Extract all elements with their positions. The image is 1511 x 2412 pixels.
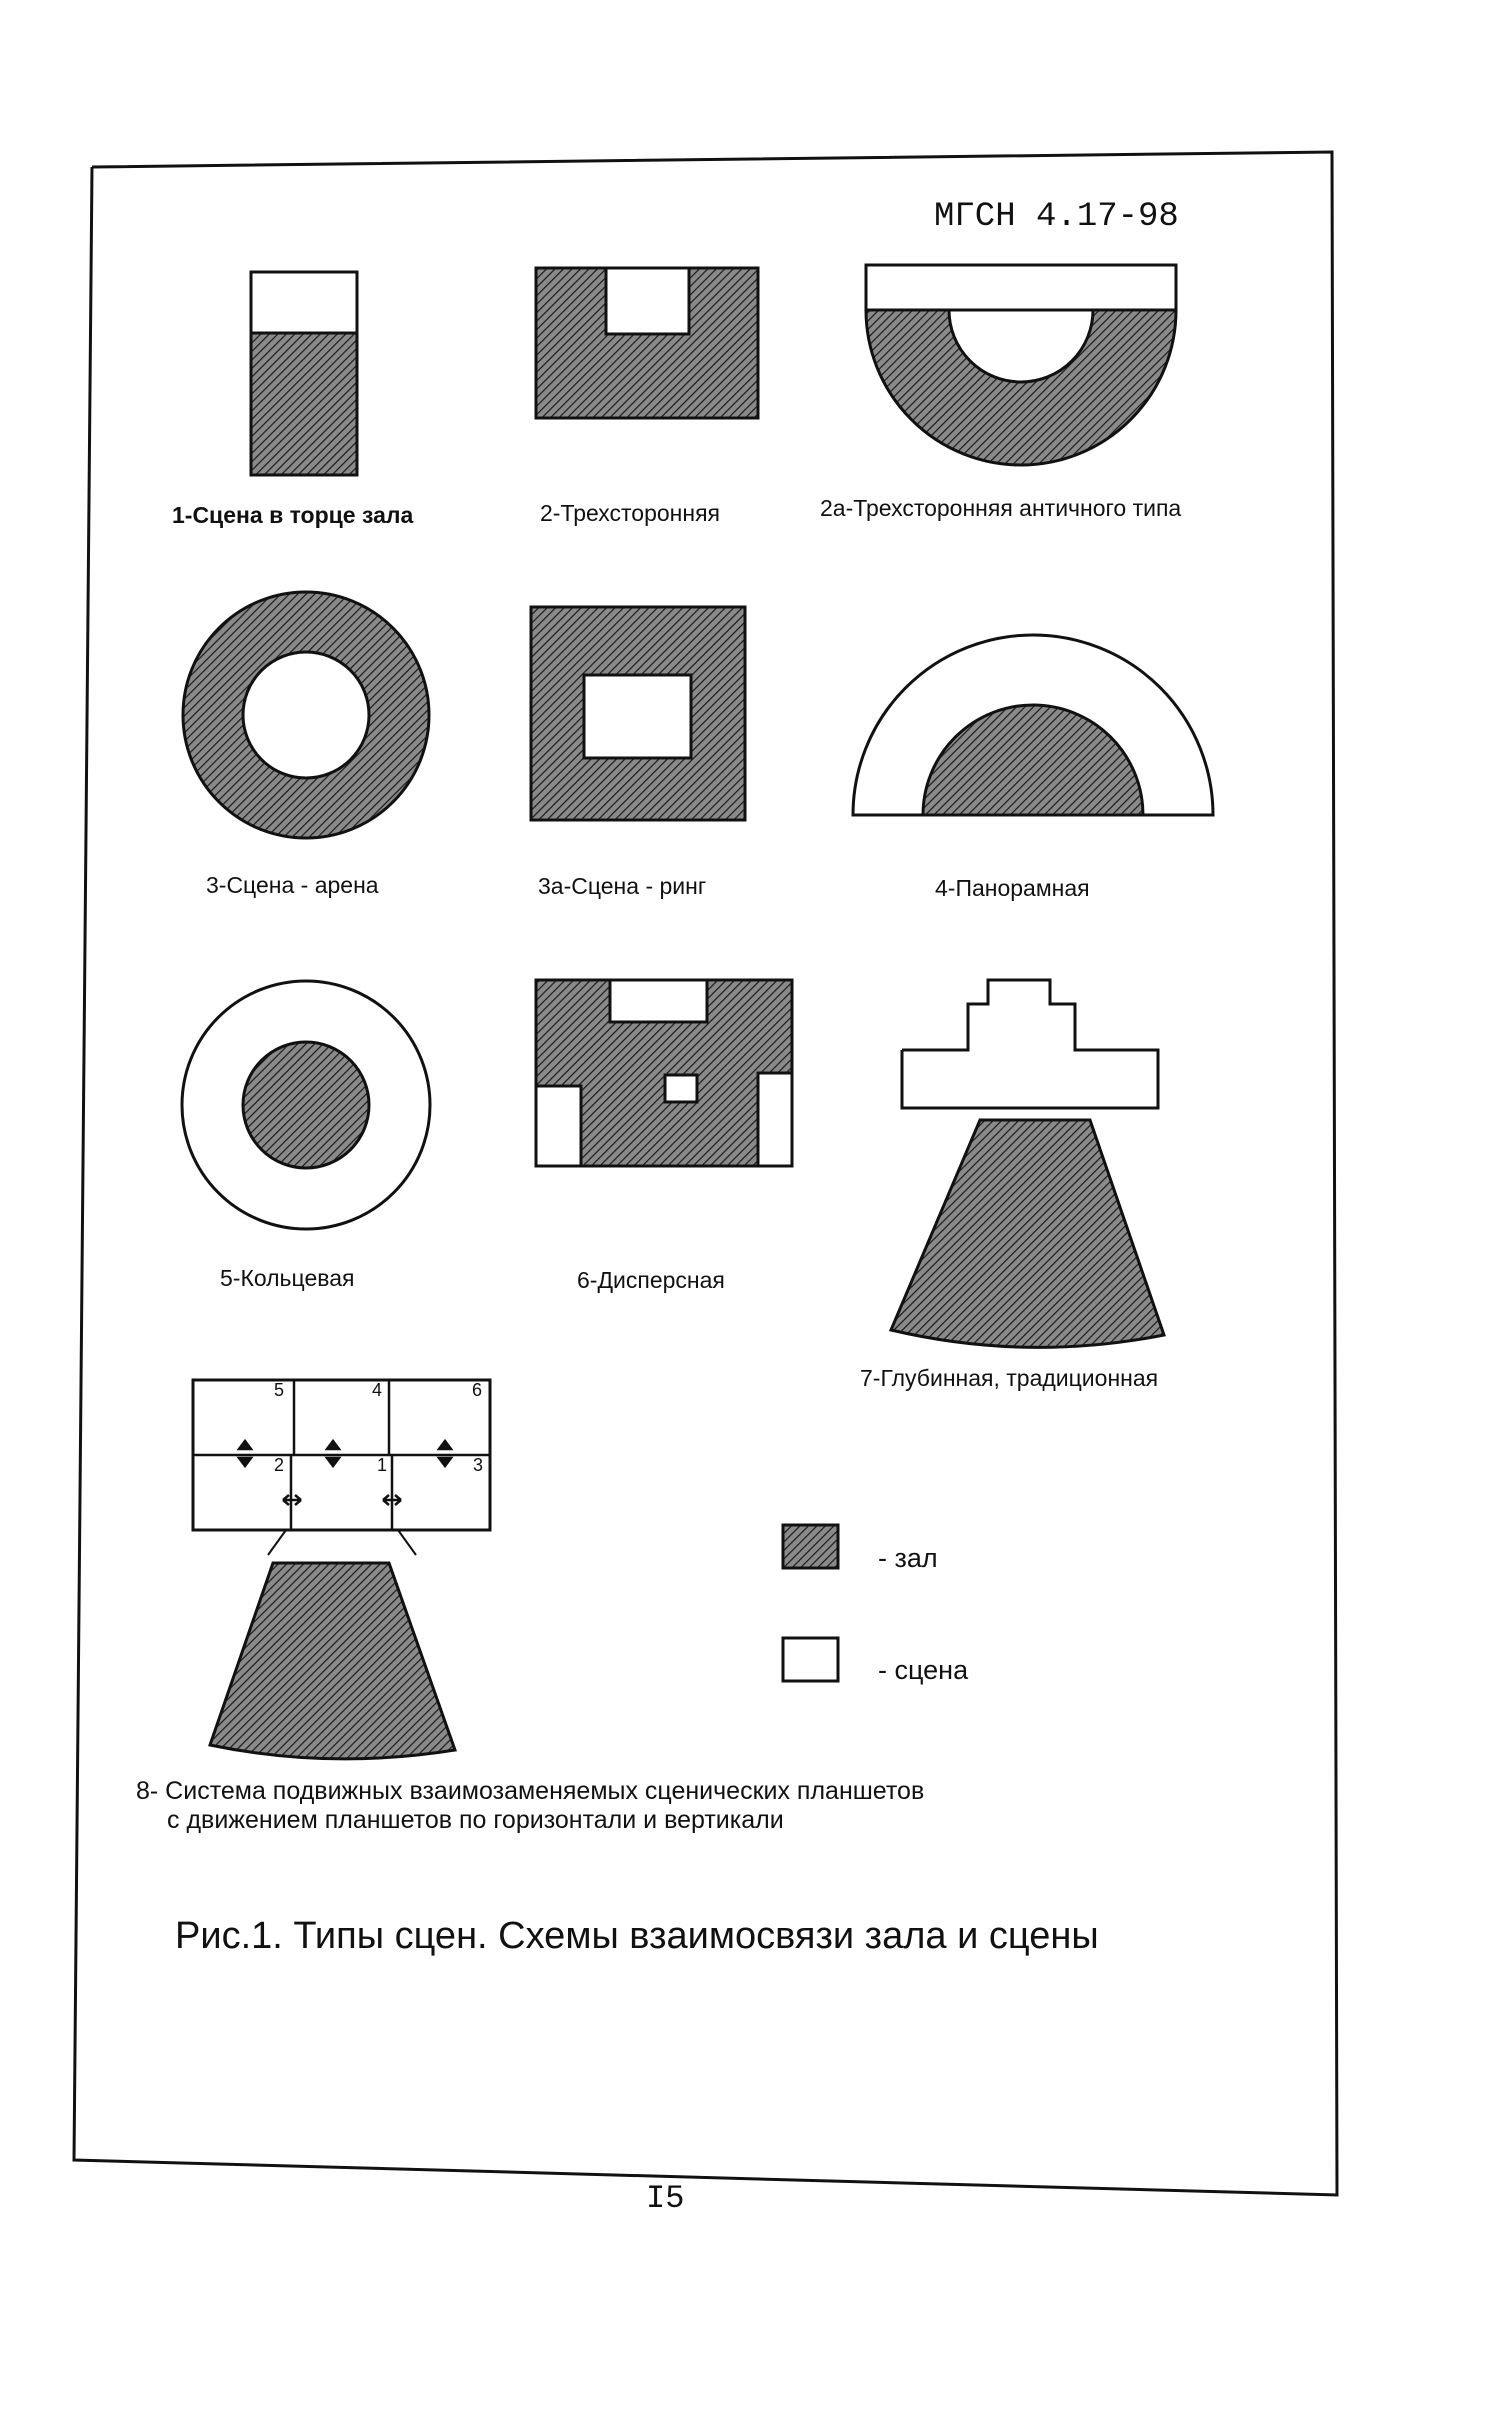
doc-code: МГСН 4.17-98 xyxy=(934,198,1179,236)
scheme-4-panoramic xyxy=(853,635,1213,815)
scheme-6-dispersed xyxy=(536,980,792,1166)
label-scheme-3: 3-Сцена - арена xyxy=(206,872,379,898)
legend-stage-label: - сцена xyxy=(878,1655,969,1685)
label-scheme-5: 5-Кольцевая xyxy=(220,1265,355,1291)
page-number: I5 xyxy=(646,2180,685,2217)
scheme-2a-antique xyxy=(866,265,1176,465)
scheme-3a-ring xyxy=(531,607,745,820)
legend-hall-swatch xyxy=(783,1525,838,1568)
platform-number-2: 2 xyxy=(274,1455,285,1475)
figure-caption: Рис.1. Типы сцен. Схемы взаимосвязи зала и сцены xyxy=(175,1915,1099,1957)
label-scheme-2a: 2а-Трехсторонняя античного типа xyxy=(820,495,1182,521)
platform-number-6: 6 xyxy=(472,1380,483,1400)
scheme-7-deep xyxy=(891,980,1164,1347)
label-scheme-1: 1-Сцена в торце зала xyxy=(172,502,414,528)
label-scheme-6: 6-Дисперсная xyxy=(577,1267,725,1293)
scheme-1-end-stage xyxy=(251,272,357,475)
label-scheme-3a: 3а-Сцена - ринг xyxy=(538,873,707,899)
legend-stage-swatch xyxy=(783,1638,838,1681)
label-scheme-2: 2-Трехсторонняя xyxy=(540,500,720,526)
label-scheme-7: 7-Глубинная, традиционная xyxy=(860,1365,1159,1391)
platform-number-1: 1 xyxy=(377,1455,388,1475)
scheme-3-arena xyxy=(183,592,429,838)
platform-number-3: 3 xyxy=(473,1455,484,1475)
scheme-5-circular xyxy=(182,981,430,1229)
label-scheme-8-line1: 8- Система подвижных взаимозаменяемых сценических планшетов xyxy=(136,1777,925,1805)
scheme-2-three-sided xyxy=(536,268,758,418)
legend-hall-label: - зал xyxy=(878,1543,938,1573)
platform-number-4: 4 xyxy=(372,1380,383,1400)
platform-number-5: 5 xyxy=(274,1380,285,1400)
scheme-8-movable-platforms xyxy=(193,1380,490,1759)
label-scheme-8-line2: с движением планшетов по горизонтали и вертикали xyxy=(167,1806,784,1834)
label-scheme-4: 4-Панорамная xyxy=(935,875,1090,901)
